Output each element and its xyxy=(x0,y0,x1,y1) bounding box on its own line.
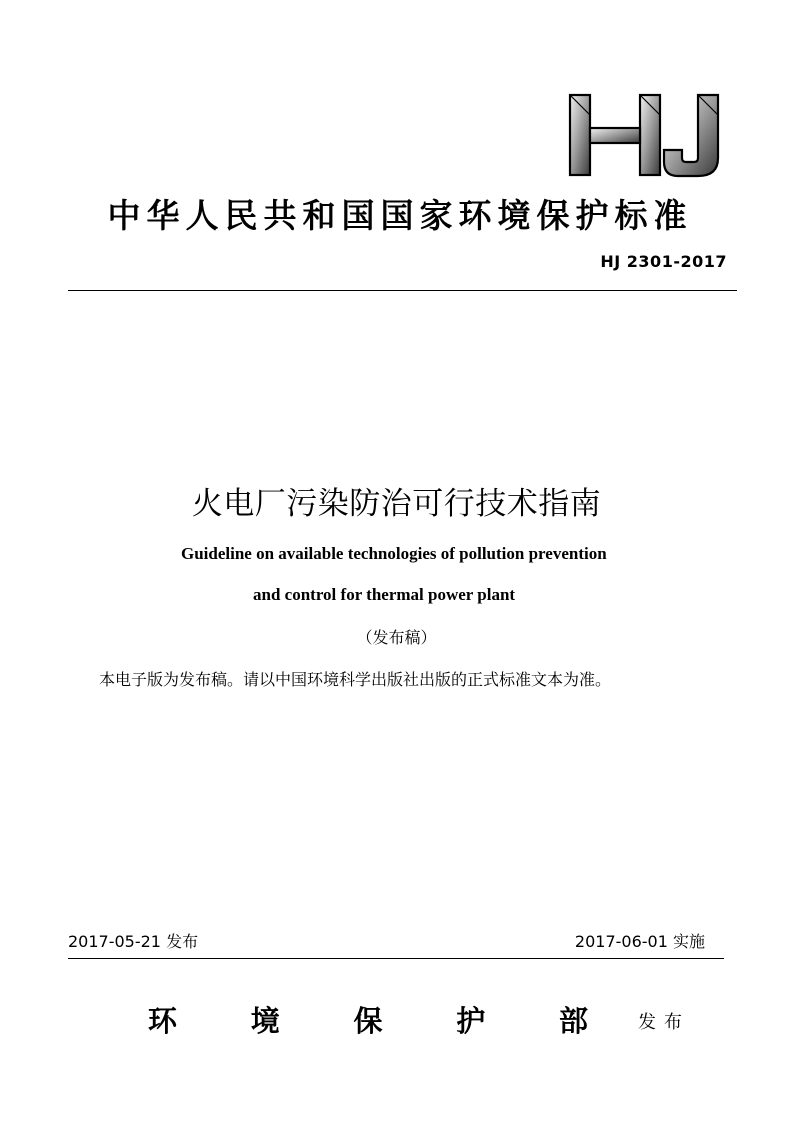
issuing-authority xyxy=(148,999,588,1040)
issuer-char: 保 xyxy=(353,1004,383,1038)
issuer-char: 环 xyxy=(148,1004,178,1038)
standard-category-title: 中华人民共和国国家环境保护标准 xyxy=(107,196,693,235)
document-title-zh: 火电厂污染防治可行技术指南 xyxy=(191,486,602,522)
document-title-en-line2: and control for thermal power plant xyxy=(253,585,516,604)
implementation-date: 2017-06-01 实施 xyxy=(574,932,705,951)
edition-notice: 本电子版为发布稿。请以中国环境科学出版社出版的正式标准文本为准。 xyxy=(99,670,612,689)
issuer-char: 部 xyxy=(558,1004,588,1038)
document-title-en-line1: Guideline on available technologies of pollution prevention xyxy=(181,544,607,563)
standard-code: HJ 2301-2017 xyxy=(600,252,727,271)
issue-label: 发布 xyxy=(638,1012,690,1033)
issuer-char: 护 xyxy=(456,1004,486,1038)
hj-logo xyxy=(566,92,722,178)
bottom-divider xyxy=(68,958,724,959)
top-divider xyxy=(68,290,737,291)
issue-date: 2017-05-21 发布 xyxy=(68,932,199,951)
draft-label: （发布稿） xyxy=(356,628,437,647)
issuer-char: 境 xyxy=(250,1004,280,1038)
